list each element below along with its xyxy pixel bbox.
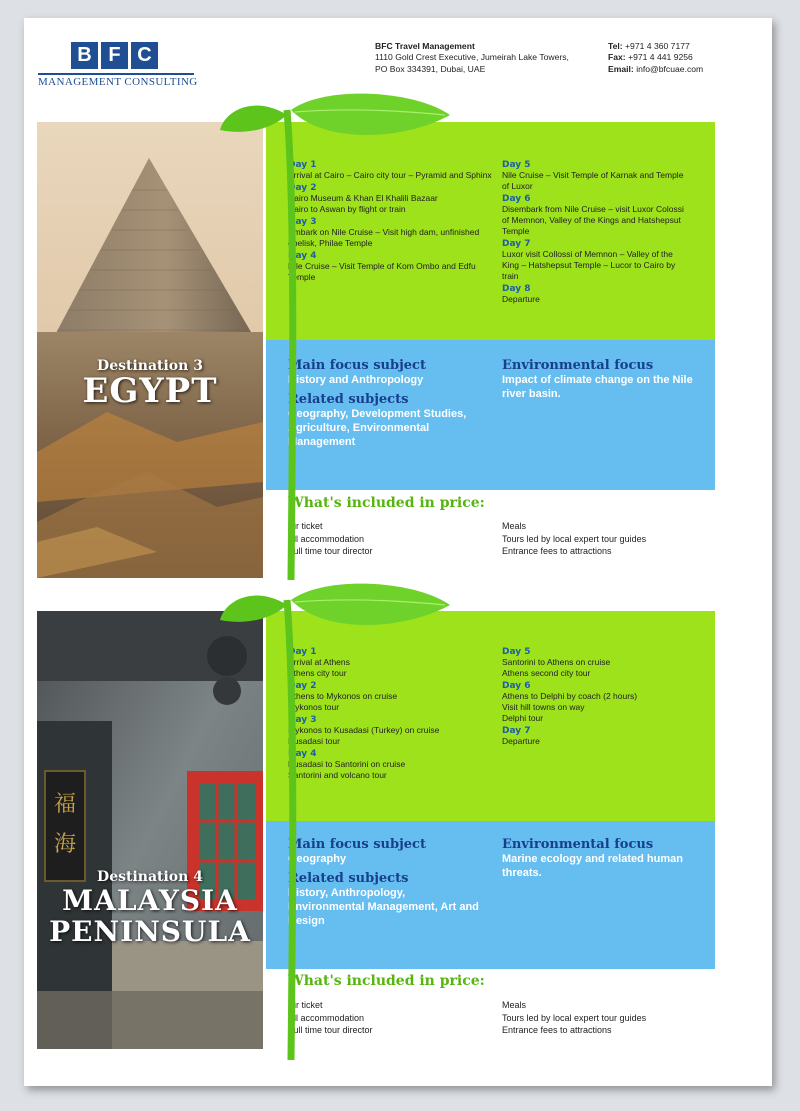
destination-number: Destination 3	[97, 358, 203, 374]
logo-letter: F	[101, 42, 128, 69]
itinerary-day	[502, 194, 692, 237]
included-list-right	[502, 520, 646, 558]
leaf-stem-decoration	[215, 90, 455, 590]
day-label: Day 3	[288, 217, 317, 227]
day-label: Day 7	[502, 726, 531, 736]
company-name: BFC Travel Management	[375, 41, 475, 51]
environmental-heading: Environmental focus	[502, 358, 654, 373]
leaf-icon	[291, 584, 450, 625]
itinerary-day	[502, 284, 692, 305]
related-heading: Related subjects	[288, 392, 409, 407]
day-text: Disembark from Nile Cruise – visit Luxor Colossi of Memnon, Valley of the Kings and Hatshepsut Temple	[502, 204, 684, 236]
day-text: Luxor visit Collossi of Memnon – Valley of the King – Hatshepsut Temple – Lucor to Cairo by train	[502, 249, 676, 281]
related-text: History, Anthropology, Environmental Management, Art and Design	[288, 887, 479, 927]
day-text: Embark on Nile Cruise – Visit high dam, unfinished obelisk, Philae Temple	[288, 227, 480, 248]
included-item: Air ticket	[288, 521, 323, 531]
included-item: Meals	[502, 521, 527, 531]
day-label: Day 6	[502, 194, 531, 204]
day-label: Day 2	[288, 681, 317, 691]
included-list-right	[502, 999, 646, 1037]
itinerary-column-right	[502, 158, 692, 305]
day-label: Day 4	[288, 251, 317, 261]
included-item: Meals	[502, 1000, 527, 1010]
environmental-text: Impact of climate change on the Nile river basin.	[502, 374, 693, 400]
included-item: Full time tour director	[288, 546, 373, 556]
included-item: All accommodation	[288, 1012, 365, 1023]
day-label: Day 8	[502, 284, 531, 294]
day-label: Day 7	[502, 239, 531, 249]
day-text: Athens to Mykonos on cruise Mykonos tour	[288, 691, 398, 712]
tel-label: Tel:	[608, 41, 623, 51]
included-item: Tours led by local expert tour guides	[502, 533, 647, 544]
included-heading: What's included in price:	[288, 973, 485, 989]
included-item: Entrance fees to attractions	[502, 546, 612, 556]
included-item: All accommodation	[288, 533, 365, 544]
itinerary-day	[502, 160, 692, 192]
day-label: Day 4	[288, 749, 317, 759]
main-focus-text: Geography	[288, 853, 347, 865]
logo-letter: B	[71, 42, 98, 69]
itinerary-day	[502, 647, 692, 679]
company-address	[375, 41, 569, 75]
leaf-icon	[220, 596, 287, 622]
day-text: Nile Cruise – Visit Temple of Karnak and Temple of Luxor	[502, 170, 684, 191]
itinerary-day	[502, 681, 692, 724]
day-text: Cairo Museum & Khan El Khalili Bazaar Cairo to Aswan by flight or train	[288, 193, 438, 214]
destination-name-line2: PENINSULA	[49, 915, 251, 948]
svg-text:福: 福	[53, 792, 77, 817]
main-focus-heading: Main focus subject	[288, 837, 426, 852]
included-item: Full time tour director	[288, 1025, 373, 1035]
leaf-icon	[220, 106, 287, 132]
company-contact	[608, 41, 703, 75]
tel-value: +971 4 360 7177	[625, 41, 690, 51]
bfc-logo	[38, 42, 198, 88]
related-heading: Related subjects	[288, 871, 409, 886]
email-label: Email:	[608, 63, 634, 74]
destination-number: Destination 4	[97, 869, 203, 885]
day-text: Departure	[502, 294, 540, 304]
focus-column-right	[502, 358, 707, 401]
related-text: Geography, Development Studies, Agriculture, Environmental Management	[288, 408, 467, 448]
logo-letter: C	[131, 42, 158, 69]
day-label: Day 2	[288, 183, 317, 193]
address-line: PO Box 334391, Dubai, UAE	[375, 63, 486, 74]
day-text: Arrival at Cairo – Cairo city tour – Pyramid and Sphinx	[288, 170, 492, 180]
main-focus-text: History and Anthropology	[288, 374, 424, 386]
day-text: Arrival at Athens Athens city tour	[288, 657, 350, 678]
day-text: Nile Cruise – Visit Temple of Kom Ombo and Edfu Temple	[288, 261, 476, 282]
email-link[interactable]: info@bfcuae.com	[636, 63, 704, 74]
itinerary-day	[502, 239, 692, 282]
main-focus-heading: Main focus subject	[288, 358, 426, 373]
included-heading: What's included in price:	[288, 495, 485, 511]
environmental-text: Marine ecology and related human threats.	[502, 853, 683, 879]
destination-name: EGYPT	[82, 371, 218, 411]
day-label: Day 5	[502, 160, 531, 170]
day-label: Day 5	[502, 647, 531, 657]
itinerary-day	[502, 726, 692, 747]
leaf-icon	[291, 94, 450, 135]
day-text: Kusadasi to Santorini on cruise Santorini and volcano tour	[288, 759, 406, 780]
address-line: 1110 Gold Crest Executive, Jumeirah Lake Towers,	[375, 52, 569, 63]
included-item: Tours led by local expert tour guides	[502, 1012, 647, 1023]
logo-subtitle: MANAGEMENT CONSULTING	[38, 73, 194, 88]
fax-value: +971 4 441 9256	[628, 52, 693, 63]
day-label: Day 3	[288, 715, 317, 725]
focus-column-right	[502, 837, 692, 880]
included-item: Air ticket	[288, 1000, 323, 1010]
leaf-stem-decoration	[215, 580, 455, 1070]
day-label: Day 6	[502, 681, 531, 691]
included-item: Entrance fees to attractions	[502, 1025, 612, 1035]
svg-text:海: 海	[53, 832, 77, 857]
environmental-heading: Environmental focus	[502, 837, 654, 852]
day-text: Santorini to Athens on cruise Athens second city tour	[502, 657, 611, 678]
day-text: Departure	[502, 736, 540, 746]
day-label: Day 1	[288, 647, 317, 657]
fax-label: Fax:	[608, 52, 626, 63]
destination-name: MALAYSIA	[62, 884, 238, 917]
day-text: Athens to Delphi by coach (2 hours) Visit hill towns on way Delphi tour	[502, 691, 638, 723]
itinerary-column-right	[502, 645, 692, 747]
day-label: Day 1	[288, 160, 317, 170]
day-text: Mykonos to Kusadasi (Turkey) on cruise Kusadasi tour	[288, 725, 440, 746]
